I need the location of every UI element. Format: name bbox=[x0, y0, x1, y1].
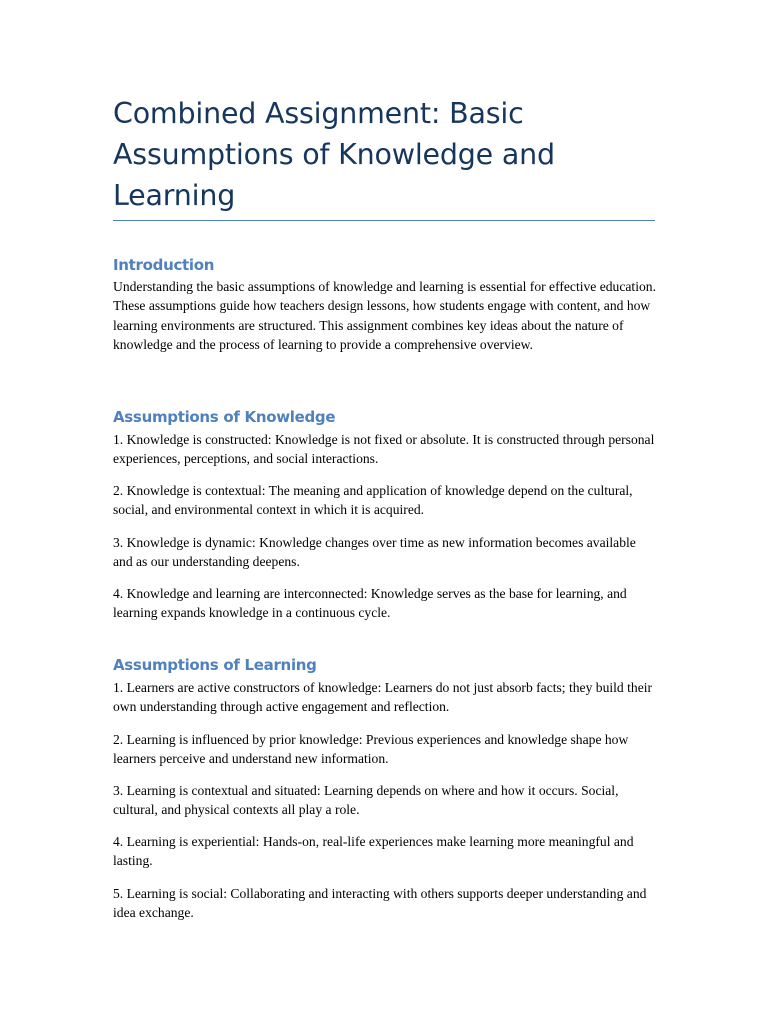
learning-item-3: 3. Learning is contextual and situated: Learning depends on where and how it occurs. Social, cultural, and physical contexts all play a role. bbox=[113, 783, 619, 818]
learning-item-4: 4. Learning is experiential: Hands-on, real-life experiences make learning more meaningful and lasting. bbox=[113, 834, 634, 869]
knowledge-item-1: 1. Knowledge is constructed: Knowledge is not fixed or absolute. It is constructed through personal experiences, perceptions, and social interactions. bbox=[113, 432, 655, 467]
introduction-paragraph: Understanding the basic assumptions of knowledge and learning is essential for effective education. These assumptions guide how teachers design lessons, how students engage with content, and how learning environments are structured. This assignment combines key ideas about the nature of knowledge and the process of learning to provide a comprehensive overview. bbox=[113, 279, 656, 353]
knowledge-heading: Assumptions of Knowledge bbox=[113, 408, 336, 426]
learning-item-1: 1. Learners are active constructors of knowledge: Learners do not just absorb facts; they build their own understanding through active engagement and reflection. bbox=[113, 680, 653, 715]
learning-item-5: 5. Learning is social: Collaborating and interacting with others supports deeper understanding and idea exchange. bbox=[113, 886, 647, 921]
learning-heading: Assumptions of Learning bbox=[113, 656, 317, 674]
knowledge-item-4: 4. Knowledge and learning are interconnected: Knowledge serves as the base for learning, and learning expands knowledge in a continuous cycle. bbox=[113, 586, 627, 621]
knowledge-item-2: 2. Knowledge is contextual: The meaning and application of knowledge depend on the cultural, social, and environmental context in which it is acquired. bbox=[113, 483, 633, 518]
introduction-heading: Introduction bbox=[113, 256, 215, 274]
knowledge-item-3: 3. Knowledge is dynamic: Knowledge changes over time as new information becomes available and as our understanding deepens. bbox=[113, 535, 636, 570]
title-underline bbox=[113, 220, 655, 221]
learning-item-2: 2. Learning is influenced by prior knowledge: Previous experiences and knowledge shape how learners perceive and understand new information. bbox=[113, 732, 629, 767]
document-title: Combined Assignment: Basic Assumptions of Knowledge and Learning bbox=[113, 97, 555, 212]
